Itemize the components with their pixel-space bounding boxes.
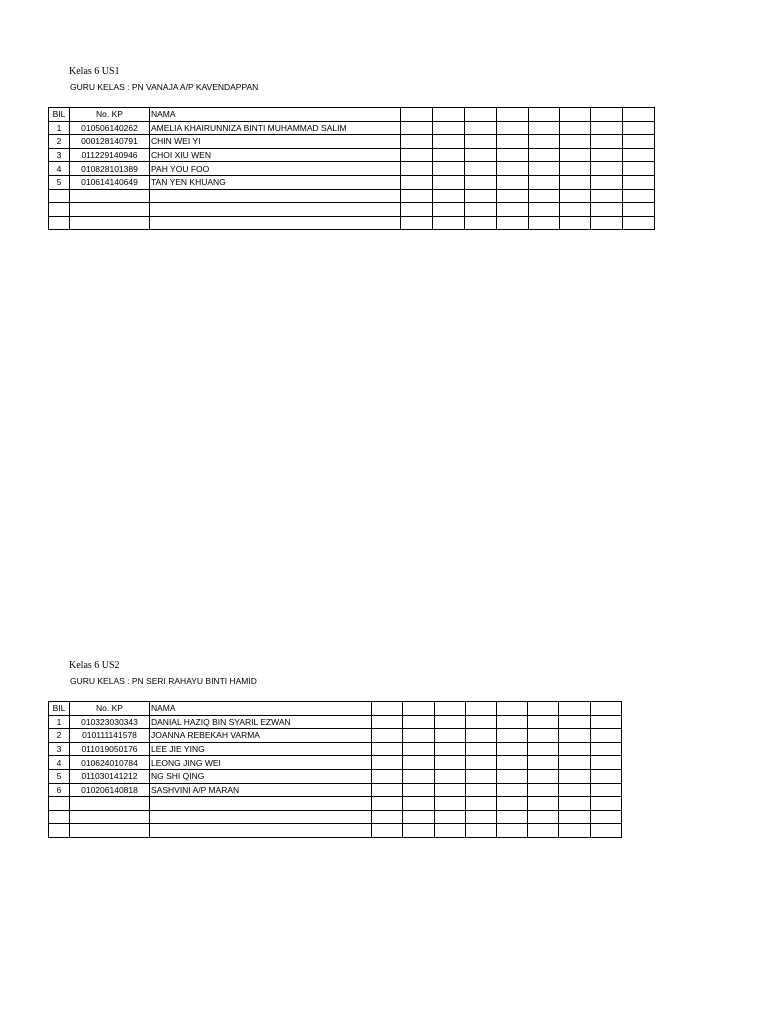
cell-blank <box>529 135 560 149</box>
cell-blank <box>433 189 465 203</box>
cell-blank <box>623 216 655 230</box>
cell-blank <box>529 162 560 176</box>
table-row-empty <box>49 810 622 824</box>
cell-blank <box>401 121 433 135</box>
cell-blank <box>623 148 655 162</box>
table-header-row <box>49 702 622 716</box>
cell-blank <box>497 216 529 230</box>
cell-blank <box>435 797 466 811</box>
cell-blank <box>623 175 655 189</box>
cell-bil: 5 <box>49 769 70 783</box>
cell-no-kp <box>70 824 150 838</box>
cell-no-kp: 011030141212 <box>70 769 150 783</box>
cell-bil: 4 <box>49 162 70 176</box>
cell-blank <box>528 810 559 824</box>
cell-bil <box>49 216 70 230</box>
cell-blank <box>466 797 497 811</box>
cell-blank <box>401 203 433 217</box>
cell-blank <box>560 203 591 217</box>
table-row-empty <box>49 824 622 838</box>
cell-blank <box>497 715 528 729</box>
cell-blank <box>372 756 403 770</box>
cell-blank <box>466 715 497 729</box>
cell-blank <box>466 783 497 797</box>
cell-blank <box>403 742 435 756</box>
cell-blank <box>528 756 559 770</box>
cell-blank <box>465 189 497 203</box>
header-blank <box>560 108 591 122</box>
header-bil: BIL <box>49 702 70 716</box>
cell-bil: 3 <box>49 148 70 162</box>
cell-blank <box>497 769 528 783</box>
cell-blank <box>591 715 622 729</box>
cell-nama: PAH YOU FOO <box>150 162 401 176</box>
table-row <box>49 135 655 149</box>
cell-blank <box>403 797 435 811</box>
table-row <box>49 756 622 770</box>
header-blank <box>528 702 559 716</box>
cell-blank <box>560 189 591 203</box>
header-blank <box>623 108 655 122</box>
cell-blank <box>623 189 655 203</box>
table-row-empty <box>49 797 622 811</box>
cell-blank <box>528 824 559 838</box>
cell-blank <box>403 824 435 838</box>
cell-nama: AMELIA KHAIRUNNIZA BINTI MUHAMMAD SALIM <box>150 121 401 135</box>
cell-blank <box>401 148 433 162</box>
cell-blank <box>403 715 435 729</box>
cell-nama <box>150 797 372 811</box>
cell-blank <box>528 769 559 783</box>
cell-blank <box>591 769 622 783</box>
cell-blank <box>465 216 497 230</box>
cell-blank <box>465 121 497 135</box>
cell-blank <box>559 756 591 770</box>
header-blank <box>401 108 433 122</box>
cell-no-kp: 010828101389 <box>70 162 150 176</box>
cell-blank <box>560 162 591 176</box>
cell-blank <box>497 742 528 756</box>
cell-blank <box>528 729 559 743</box>
cell-no-kp: 011229140946 <box>70 148 150 162</box>
cell-blank <box>591 121 623 135</box>
cell-blank <box>372 797 403 811</box>
table-row <box>49 175 655 189</box>
cell-blank <box>497 162 529 176</box>
header-blank <box>465 108 497 122</box>
cell-blank <box>403 756 435 770</box>
cell-bil: 4 <box>49 756 70 770</box>
cell-bil: 5 <box>49 175 70 189</box>
cell-blank <box>433 216 465 230</box>
class-title: Kelas 6 US2 <box>69 660 120 671</box>
cell-no-kp: 010506140262 <box>70 121 150 135</box>
cell-blank <box>623 135 655 149</box>
cell-blank <box>591 216 623 230</box>
cell-blank <box>466 810 497 824</box>
header-blank <box>372 702 403 716</box>
cell-blank <box>591 189 623 203</box>
cell-blank <box>591 742 622 756</box>
header-blank <box>559 702 591 716</box>
cell-blank <box>497 175 529 189</box>
cell-blank <box>435 769 466 783</box>
cell-blank <box>433 162 465 176</box>
header-nama: NAMA <box>150 108 401 122</box>
cell-blank <box>466 756 497 770</box>
header-no-kp: No. KP <box>70 108 150 122</box>
table-row <box>49 769 622 783</box>
table-row <box>49 121 655 135</box>
cell-blank <box>401 162 433 176</box>
cell-blank <box>497 121 529 135</box>
cell-blank <box>466 824 497 838</box>
cell-no-kp <box>70 189 150 203</box>
cell-blank <box>559 810 591 824</box>
cell-blank <box>529 148 560 162</box>
cell-blank <box>465 162 497 176</box>
cell-blank <box>497 135 529 149</box>
cell-blank <box>435 810 466 824</box>
cell-blank <box>401 135 433 149</box>
cell-blank <box>433 203 465 217</box>
cell-bil: 3 <box>49 742 70 756</box>
cell-blank <box>497 824 528 838</box>
cell-no-kp <box>70 203 150 217</box>
cell-no-kp: 000128140791 <box>70 135 150 149</box>
header-blank <box>591 108 623 122</box>
cell-nama <box>150 824 372 838</box>
student-table <box>48 107 655 230</box>
cell-nama: JOANNA REBEKAH VARMA <box>150 729 372 743</box>
cell-blank <box>559 797 591 811</box>
cell-blank <box>401 189 433 203</box>
cell-nama <box>150 189 401 203</box>
cell-blank <box>435 824 466 838</box>
cell-blank <box>497 203 529 217</box>
cell-blank <box>623 203 655 217</box>
cell-nama: DANIAL HAZIQ BIN SYARIL EZWAN <box>150 715 372 729</box>
cell-bil: 2 <box>49 729 70 743</box>
cell-blank <box>591 148 623 162</box>
cell-blank <box>591 203 623 217</box>
cell-no-kp: 010206140818 <box>70 783 150 797</box>
cell-blank <box>529 175 560 189</box>
cell-no-kp: 010614140649 <box>70 175 150 189</box>
cell-blank <box>433 148 465 162</box>
cell-blank <box>560 216 591 230</box>
cell-nama: LEONG JING WEI <box>150 756 372 770</box>
cell-blank <box>559 715 591 729</box>
cell-no-kp <box>70 810 150 824</box>
cell-no-kp: 010111141578 <box>70 729 150 743</box>
cell-blank <box>623 121 655 135</box>
table-row-empty <box>49 216 655 230</box>
cell-blank <box>435 715 466 729</box>
table-row <box>49 742 622 756</box>
cell-blank <box>559 742 591 756</box>
cell-blank <box>591 729 622 743</box>
cell-bil: 1 <box>49 715 70 729</box>
cell-blank <box>528 797 559 811</box>
table-row-empty <box>49 189 655 203</box>
cell-blank <box>372 783 403 797</box>
cell-blank <box>435 783 466 797</box>
table-row <box>49 729 622 743</box>
table-row-empty <box>49 203 655 217</box>
cell-blank <box>435 756 466 770</box>
cell-nama: TAN YEN KHUANG <box>150 175 401 189</box>
header-blank <box>497 702 528 716</box>
cell-blank <box>529 203 560 217</box>
cell-blank <box>559 824 591 838</box>
cell-blank <box>401 175 433 189</box>
cell-nama: NG SHI QING <box>150 769 372 783</box>
header-blank <box>433 108 465 122</box>
cell-blank <box>465 203 497 217</box>
cell-blank <box>372 742 403 756</box>
cell-blank <box>497 148 529 162</box>
cell-blank <box>497 729 528 743</box>
cell-blank <box>591 783 622 797</box>
table-row <box>49 162 655 176</box>
cell-blank <box>529 189 560 203</box>
cell-blank <box>372 810 403 824</box>
cell-blank <box>433 175 465 189</box>
header-blank <box>497 108 529 122</box>
class-title: Kelas 6 US1 <box>69 66 120 77</box>
cell-blank <box>465 175 497 189</box>
cell-blank <box>497 797 528 811</box>
table-row <box>49 783 622 797</box>
cell-bil <box>49 810 70 824</box>
cell-blank <box>403 729 435 743</box>
cell-blank <box>466 769 497 783</box>
cell-blank <box>403 783 435 797</box>
cell-blank <box>465 148 497 162</box>
cell-blank <box>497 756 528 770</box>
cell-no-kp <box>70 216 150 230</box>
table-row <box>49 148 655 162</box>
cell-blank <box>497 810 528 824</box>
cell-blank <box>528 783 559 797</box>
cell-blank <box>372 729 403 743</box>
cell-nama: LEE JIE YING <box>150 742 372 756</box>
cell-blank <box>435 742 466 756</box>
cell-blank <box>591 756 622 770</box>
header-blank <box>529 108 560 122</box>
cell-no-kp: 010323030343 <box>70 715 150 729</box>
cell-blank <box>497 783 528 797</box>
cell-nama: SASHVINI A/P MARAN <box>150 783 372 797</box>
cell-no-kp <box>70 797 150 811</box>
header-blank <box>591 702 622 716</box>
header-bil: BIL <box>49 108 70 122</box>
cell-blank <box>403 810 435 824</box>
header-blank <box>466 702 497 716</box>
header-blank <box>403 702 435 716</box>
cell-bil <box>49 797 70 811</box>
cell-blank <box>559 783 591 797</box>
cell-blank <box>559 769 591 783</box>
header-nama: NAMA <box>150 702 372 716</box>
cell-blank <box>623 162 655 176</box>
class-teacher: GURU KELAS : PN VANAJA A/P KAVENDAPPAN <box>70 82 259 92</box>
cell-blank <box>591 824 622 838</box>
cell-no-kp: 010624010784 <box>70 756 150 770</box>
cell-blank <box>560 135 591 149</box>
cell-no-kp: 011019050176 <box>70 742 150 756</box>
cell-nama <box>150 216 401 230</box>
header-no-kp: No. KP <box>70 702 150 716</box>
cell-blank <box>591 810 622 824</box>
cell-blank <box>591 797 622 811</box>
cell-blank <box>529 216 560 230</box>
cell-blank <box>435 729 466 743</box>
cell-blank <box>560 148 591 162</box>
cell-blank <box>433 135 465 149</box>
cell-bil: 6 <box>49 783 70 797</box>
cell-blank <box>560 175 591 189</box>
cell-blank <box>372 769 403 783</box>
cell-bil <box>49 203 70 217</box>
header-blank <box>435 702 466 716</box>
cell-bil <box>49 189 70 203</box>
cell-blank <box>528 715 559 729</box>
cell-blank <box>466 729 497 743</box>
cell-bil: 1 <box>49 121 70 135</box>
cell-blank <box>591 175 623 189</box>
cell-blank <box>591 135 623 149</box>
cell-blank <box>528 742 559 756</box>
cell-blank <box>372 824 403 838</box>
cell-blank <box>560 121 591 135</box>
cell-blank <box>497 189 529 203</box>
cell-nama: CHIN WEI YI <box>150 135 401 149</box>
cell-blank <box>433 121 465 135</box>
cell-blank <box>372 715 403 729</box>
table-header-row <box>49 108 655 122</box>
cell-nama <box>150 810 372 824</box>
cell-bil: 2 <box>49 135 70 149</box>
cell-bil <box>49 824 70 838</box>
cell-blank <box>591 162 623 176</box>
class-teacher: GURU KELAS : PN SERI RAHAYU BINTI HAMID <box>70 676 257 686</box>
table-row <box>49 715 622 729</box>
cell-nama <box>150 203 401 217</box>
student-table <box>48 701 622 838</box>
cell-blank <box>401 216 433 230</box>
cell-blank <box>529 121 560 135</box>
cell-blank <box>466 742 497 756</box>
cell-blank <box>559 729 591 743</box>
cell-blank <box>403 769 435 783</box>
cell-nama: CHOI XIU WEN <box>150 148 401 162</box>
cell-blank <box>465 135 497 149</box>
